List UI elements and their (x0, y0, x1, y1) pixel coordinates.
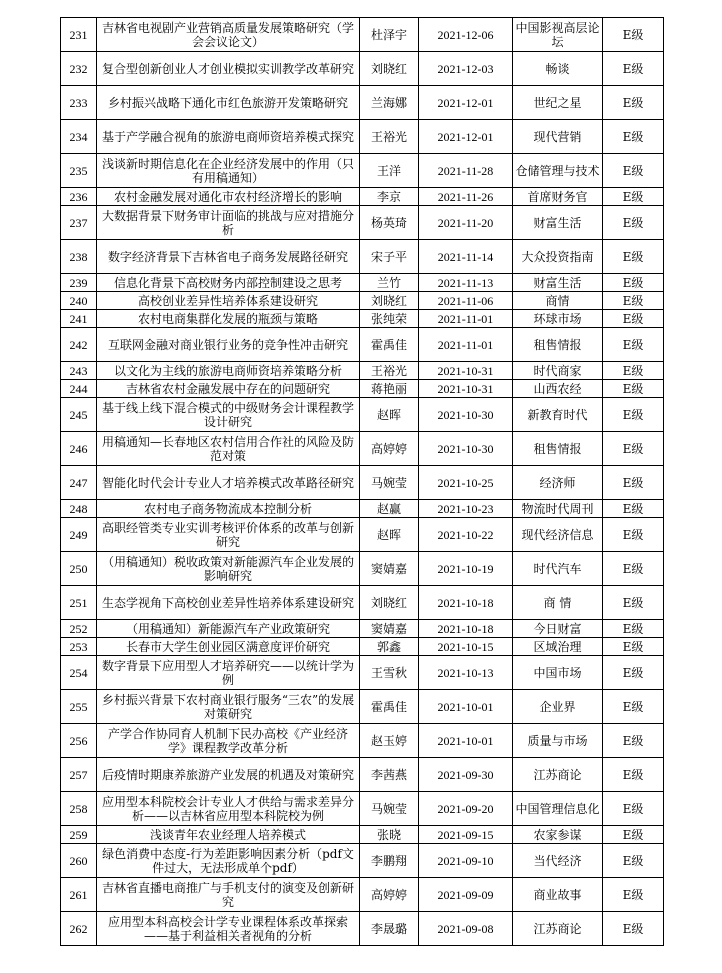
row-number: 231 (61, 18, 97, 52)
author-name: 张纯荣 (360, 310, 419, 328)
author-name: 霍禹佳 (360, 328, 419, 362)
grade-level: E级 (603, 844, 664, 878)
publish-date: 2021-10-18 (419, 586, 513, 620)
grade-level: E级 (603, 18, 664, 52)
publication-name: 区域治理 (513, 638, 603, 656)
table-row (61, 120, 664, 154)
table-row (61, 552, 664, 586)
row-number: 240 (61, 292, 97, 310)
paper-title: 智能化时代会计专业人才培养模式改革路径研究 (97, 466, 360, 500)
publish-date: 2021-09-15 (419, 826, 513, 844)
author-name: 李鹏翔 (360, 844, 419, 878)
table-row (61, 912, 664, 946)
paper-title: 应用型本科院校会计专业人才供给与需求差异分析——以吉林省应用型本科院校为例 (97, 792, 360, 826)
table-row (61, 724, 664, 758)
row-number: 261 (61, 878, 97, 912)
author-name: 王雪秋 (360, 656, 419, 690)
grade-level: E级 (603, 188, 664, 206)
paper-title: 高职经管类专业实训考核评价体系的改革与创新研究 (97, 518, 360, 552)
row-number: 236 (61, 188, 97, 206)
paper-title: 基于产学融合视角的旅游电商师资培养模式探究 (97, 120, 360, 154)
publication-name: 大众投资指南 (513, 240, 603, 274)
table-row (61, 274, 664, 292)
publication-name: 当代经济 (513, 844, 603, 878)
row-number: 250 (61, 552, 97, 586)
table-row (61, 380, 664, 398)
publication-name: 山西农经 (513, 380, 603, 398)
publish-date: 2021-09-08 (419, 912, 513, 946)
table-row (61, 586, 664, 620)
publication-name: 商 情 (513, 586, 603, 620)
table-row (61, 310, 664, 328)
table-row (61, 52, 664, 86)
paper-title: 生态学视角下高校创业差异性培养体系建设研究 (97, 586, 360, 620)
grade-level: E级 (603, 120, 664, 154)
paper-title: 数字经济背景下吉林省电子商务发展路径研究 (97, 240, 360, 274)
grade-level: E级 (603, 638, 664, 656)
grade-level: E级 (603, 878, 664, 912)
author-name: 王洋 (360, 154, 419, 188)
paper-title: 用稿通知—长春地区农村信用合作社的风险及防范对策 (97, 432, 360, 466)
publication-name: 商业故事 (513, 878, 603, 912)
publication-name: 租售情报 (513, 432, 603, 466)
row-number: 256 (61, 724, 97, 758)
paper-title: 后疫情时期康养旅游产业发展的机遇及对策研究 (97, 758, 360, 792)
grade-level: E级 (603, 52, 664, 86)
grade-level: E级 (603, 620, 664, 638)
row-number: 252 (61, 620, 97, 638)
publication-name: 世纪之星 (513, 86, 603, 120)
table-row (61, 188, 664, 206)
paper-title: 数字背景下应用型人才培养研究——以统计学为例 (97, 656, 360, 690)
grade-level: E级 (603, 518, 664, 552)
paper-title: 应用型本科高校会计学专业课程体系改革探索——基于利益相关者视角的分析 (97, 912, 360, 946)
row-number: 249 (61, 518, 97, 552)
row-number: 245 (61, 398, 97, 432)
publication-name: 现代营销 (513, 120, 603, 154)
author-name: 兰海娜 (360, 86, 419, 120)
publication-name: 租售情报 (513, 328, 603, 362)
paper-title: 浅谈青年农业经理人培养模式 (97, 826, 360, 844)
author-name: 窦婧嘉 (360, 552, 419, 586)
publication-name: 物流时代周刊 (513, 500, 603, 518)
paper-list-table (60, 17, 664, 946)
publication-name: 财富生活 (513, 274, 603, 292)
publish-date: 2021-12-06 (419, 18, 513, 52)
row-number: 255 (61, 690, 97, 724)
table-row (61, 638, 664, 656)
author-name: 李晟璐 (360, 912, 419, 946)
paper-title: 乡村振兴战略下通化市红色旅游开发策略研究 (97, 86, 360, 120)
grade-level: E级 (603, 912, 664, 946)
grade-level: E级 (603, 292, 664, 310)
paper-title: 互联网金融对商业银行业务的竞争性冲击研究 (97, 328, 360, 362)
author-name: 张晓 (360, 826, 419, 844)
publication-name: 中国市场 (513, 656, 603, 690)
paper-title: 信息化背景下高校财务内部控制建设之思考 (97, 274, 360, 292)
publication-name: 今日财富 (513, 620, 603, 638)
author-name: 王裕光 (360, 120, 419, 154)
row-number: 247 (61, 466, 97, 500)
grade-level: E级 (603, 724, 664, 758)
grade-level: E级 (603, 690, 664, 724)
publication-name: 农家参谋 (513, 826, 603, 844)
author-name: 王裕光 (360, 362, 419, 380)
publish-date: 2021-10-18 (419, 620, 513, 638)
row-number: 257 (61, 758, 97, 792)
paper-title: （用稿通知）税收政策对新能源汽车企业发展的影响研究 (97, 552, 360, 586)
row-number: 243 (61, 362, 97, 380)
author-name: 赵赢 (360, 500, 419, 518)
publication-name: 畅谈 (513, 52, 603, 86)
publish-date: 2021-11-26 (419, 188, 513, 206)
publication-name: 新教育时代 (513, 398, 603, 432)
publication-name: 经济师 (513, 466, 603, 500)
publish-date: 2021-10-19 (419, 552, 513, 586)
publication-name: 现代经济信息 (513, 518, 603, 552)
publication-name: 江苏商论 (513, 912, 603, 946)
table-row (61, 878, 664, 912)
author-name: 杜泽宇 (360, 18, 419, 52)
publication-name: 中国管理信息化 (513, 792, 603, 826)
row-number: 259 (61, 826, 97, 844)
table-row (61, 466, 664, 500)
publish-date: 2021-11-01 (419, 328, 513, 362)
publish-date: 2021-11-28 (419, 154, 513, 188)
table-row (61, 432, 664, 466)
table-row (61, 240, 664, 274)
row-number: 244 (61, 380, 97, 398)
paper-title: 绿色消费中态度-行为差距影响因素分析（pdf文件过大，无法形成单个pdf） (97, 844, 360, 878)
grade-level: E级 (603, 274, 664, 292)
table-row (61, 826, 664, 844)
row-number: 239 (61, 274, 97, 292)
author-name: 马婉莹 (360, 466, 419, 500)
row-number: 232 (61, 52, 97, 86)
author-name: 李茜燕 (360, 758, 419, 792)
grade-level: E级 (603, 466, 664, 500)
paper-title: 长春市大学生创业园区满意度评价研究 (97, 638, 360, 656)
publish-date: 2021-10-30 (419, 432, 513, 466)
publish-date: 2021-11-14 (419, 240, 513, 274)
table-row (61, 18, 664, 52)
author-name: 窦婧嘉 (360, 620, 419, 638)
row-number: 233 (61, 86, 97, 120)
row-number: 242 (61, 328, 97, 362)
row-number: 260 (61, 844, 97, 878)
author-name: 宋子平 (360, 240, 419, 274)
publish-date: 2021-11-13 (419, 274, 513, 292)
paper-title: 大数据背景下财务审计面临的挑战与应对措施分析 (97, 206, 360, 240)
publication-name: 时代汽车 (513, 552, 603, 586)
paper-title: 浅谈新时期信息化在企业经济发展中的作用（只有用稿通知） (97, 154, 360, 188)
publish-date: 2021-11-20 (419, 206, 513, 240)
publication-name: 财富生活 (513, 206, 603, 240)
table-row (61, 844, 664, 878)
publish-date: 2021-09-20 (419, 792, 513, 826)
author-name: 高婷婷 (360, 432, 419, 466)
publication-name: 江苏商论 (513, 758, 603, 792)
publish-date: 2021-10-01 (419, 690, 513, 724)
publication-name: 时代商家 (513, 362, 603, 380)
row-number: 248 (61, 500, 97, 518)
author-name: 郭鑫 (360, 638, 419, 656)
author-name: 兰竹 (360, 274, 419, 292)
row-number: 237 (61, 206, 97, 240)
table-row (61, 518, 664, 552)
row-number: 234 (61, 120, 97, 154)
publish-date: 2021-11-06 (419, 292, 513, 310)
author-name: 刘晓红 (360, 586, 419, 620)
table-row (61, 656, 664, 690)
paper-title: （用稿通知）新能源汽车产业政策研究 (97, 620, 360, 638)
publication-name: 环球市场 (513, 310, 603, 328)
paper-title: 农村电子商务物流成本控制分析 (97, 500, 360, 518)
grade-level: E级 (603, 362, 664, 380)
publish-date: 2021-10-31 (419, 380, 513, 398)
table-row (61, 500, 664, 518)
publish-date: 2021-10-01 (419, 724, 513, 758)
publish-date: 2021-09-10 (419, 844, 513, 878)
row-number: 262 (61, 912, 97, 946)
publish-date: 2021-12-01 (419, 86, 513, 120)
author-name: 刘晓红 (360, 292, 419, 310)
author-name: 马婉莹 (360, 792, 419, 826)
paper-title: 高校创业差异性培养体系建设研究 (97, 292, 360, 310)
paper-title: 农村金融发展对通化市农村经济增长的影响 (97, 188, 360, 206)
grade-level: E级 (603, 552, 664, 586)
row-number: 246 (61, 432, 97, 466)
author-name: 赵晖 (360, 398, 419, 432)
paper-title: 乡村振兴背景下农村商业银行服务“三农”的发展对策研究 (97, 690, 360, 724)
grade-level: E级 (603, 240, 664, 274)
publish-date: 2021-10-30 (419, 398, 513, 432)
publish-date: 2021-12-03 (419, 52, 513, 86)
publication-name: 企业界 (513, 690, 603, 724)
paper-title: 复合型创新创业人才创业模拟实训教学改革研究 (97, 52, 360, 86)
publish-date: 2021-10-23 (419, 500, 513, 518)
document-page (60, 17, 663, 946)
author-name: 赵晖 (360, 518, 419, 552)
author-name: 杨英琦 (360, 206, 419, 240)
publish-date: 2021-09-30 (419, 758, 513, 792)
table-row (61, 758, 664, 792)
table-row (61, 690, 664, 724)
author-name: 蒋艳丽 (360, 380, 419, 398)
row-number: 241 (61, 310, 97, 328)
paper-title: 吉林省农村金融发展中存在的问题研究 (97, 380, 360, 398)
grade-level: E级 (603, 86, 664, 120)
paper-title: 吉林省直播电商推广与手机支付的演变及创新研究 (97, 878, 360, 912)
publish-date: 2021-10-15 (419, 638, 513, 656)
table-row (61, 154, 664, 188)
grade-level: E级 (603, 398, 664, 432)
row-number: 235 (61, 154, 97, 188)
publish-date: 2021-10-31 (419, 362, 513, 380)
publication-name: 商情 (513, 292, 603, 310)
publish-date: 2021-11-01 (419, 310, 513, 328)
paper-list-body (61, 18, 664, 946)
row-number: 251 (61, 586, 97, 620)
table-row (61, 620, 664, 638)
publish-date: 2021-12-01 (419, 120, 513, 154)
table-row (61, 362, 664, 380)
grade-level: E级 (603, 758, 664, 792)
author-name: 刘晓红 (360, 52, 419, 86)
grade-level: E级 (603, 792, 664, 826)
table-row (61, 398, 664, 432)
grade-level: E级 (603, 310, 664, 328)
table-row (61, 328, 664, 362)
row-number: 238 (61, 240, 97, 274)
publication-name: 仓储管理与技术 (513, 154, 603, 188)
publish-date: 2021-10-25 (419, 466, 513, 500)
table-row (61, 792, 664, 826)
grade-level: E级 (603, 500, 664, 518)
publication-name: 首席财务官 (513, 188, 603, 206)
grade-level: E级 (603, 586, 664, 620)
row-number: 258 (61, 792, 97, 826)
table-row (61, 206, 664, 240)
publication-name: 质量与市场 (513, 724, 603, 758)
paper-title: 基于线上线下混合模式的中级财务会计课程教学设计研究 (97, 398, 360, 432)
table-row (61, 86, 664, 120)
grade-level: E级 (603, 206, 664, 240)
grade-level: E级 (603, 380, 664, 398)
paper-title: 农村电商集群化发展的瓶颈与策略 (97, 310, 360, 328)
publish-date: 2021-10-13 (419, 656, 513, 690)
author-name: 李京 (360, 188, 419, 206)
paper-title: 吉林省电视剧产业营销高质量发展策略研究（学会会议论文） (97, 18, 360, 52)
grade-level: E级 (603, 328, 664, 362)
row-number: 253 (61, 638, 97, 656)
grade-level: E级 (603, 432, 664, 466)
author-name: 高婷婷 (360, 878, 419, 912)
paper-title: 以文化为主线的旅游电商师资培养策略分析 (97, 362, 360, 380)
grade-level: E级 (603, 656, 664, 690)
publish-date: 2021-09-09 (419, 878, 513, 912)
publication-name: 中国影视高层论坛 (513, 18, 603, 52)
row-number: 254 (61, 656, 97, 690)
author-name: 霍禹佳 (360, 690, 419, 724)
grade-level: E级 (603, 154, 664, 188)
paper-title: 产学合作协同育人机制下民办高校《产业经济学》课程教学改革分析 (97, 724, 360, 758)
grade-level: E级 (603, 826, 664, 844)
table-row (61, 292, 664, 310)
author-name: 赵玉婷 (360, 724, 419, 758)
publish-date: 2021-10-22 (419, 518, 513, 552)
